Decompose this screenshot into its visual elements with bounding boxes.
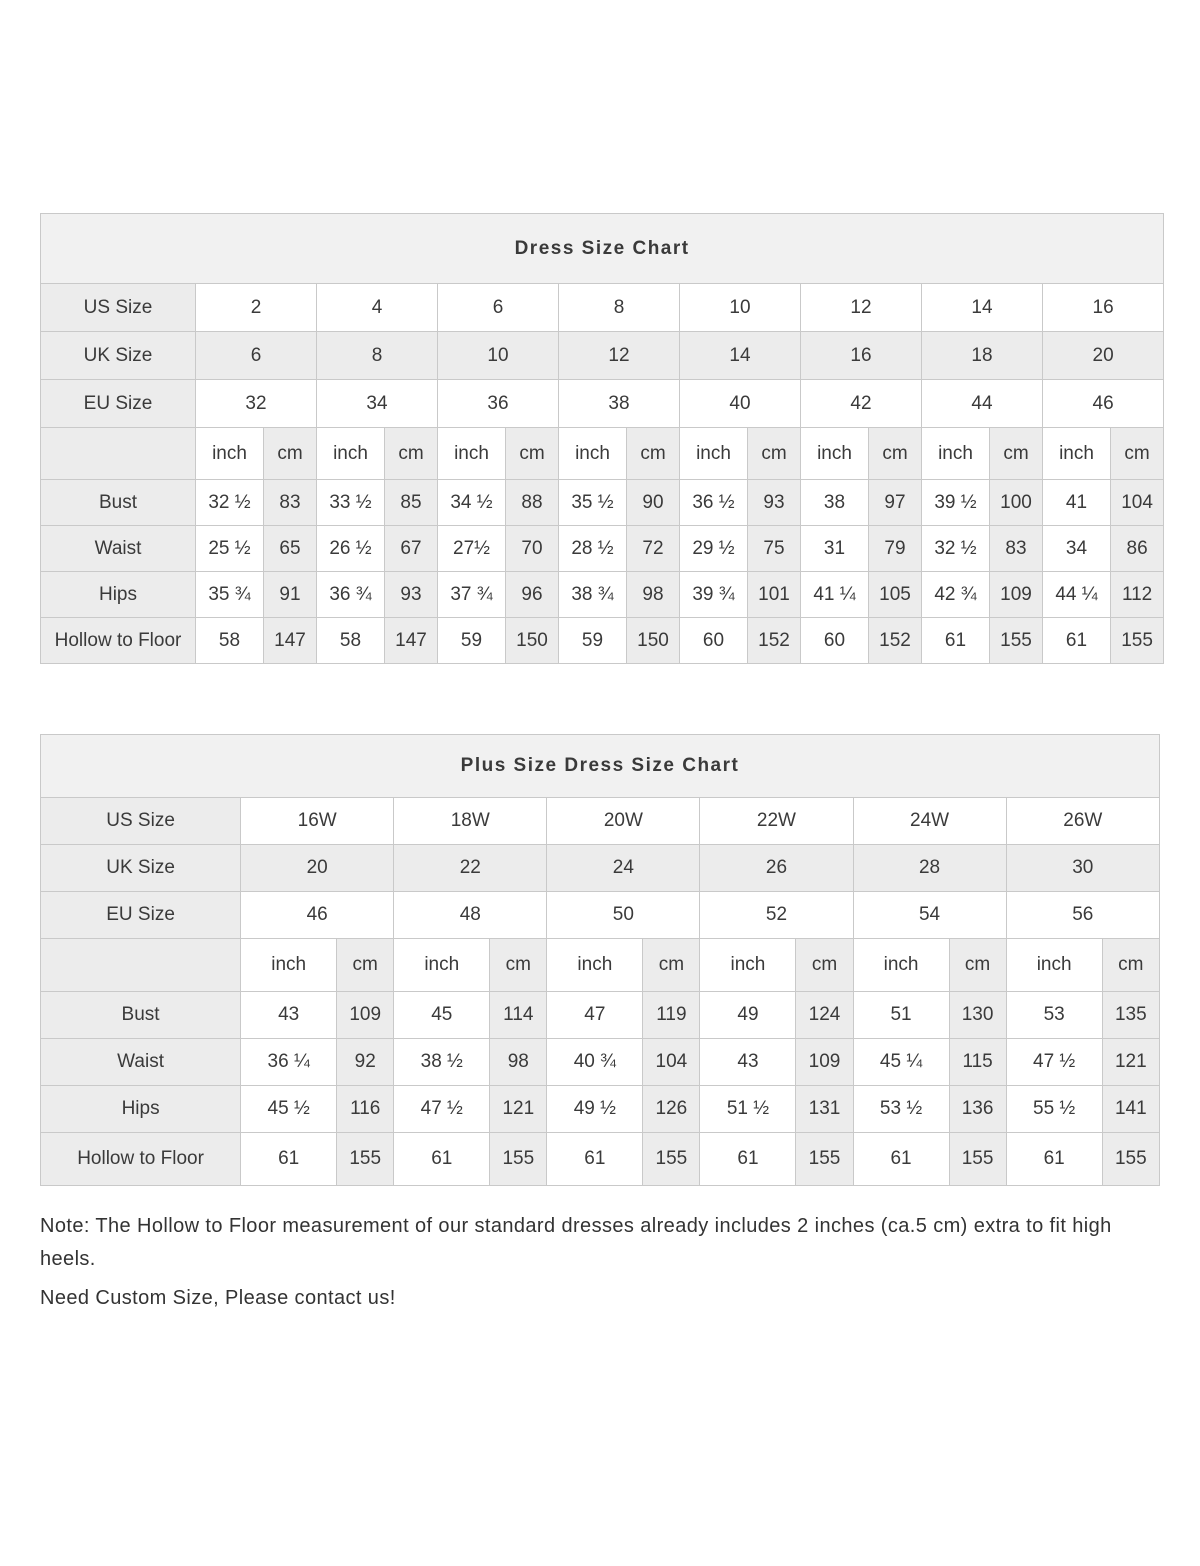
measure-inch-cell: 58 bbox=[317, 618, 385, 664]
unit-cm-cell: cm bbox=[264, 428, 317, 480]
unit-cm-cell: cm bbox=[506, 428, 559, 480]
measure-cm-cell: 109 bbox=[337, 992, 394, 1039]
unit-inch-cell: inch bbox=[853, 939, 949, 992]
measure-inch-cell: 60 bbox=[801, 618, 869, 664]
measure-cm-cell: 155 bbox=[796, 1133, 853, 1186]
measure-cm-cell: 98 bbox=[490, 1039, 547, 1086]
unit-cm-cell: cm bbox=[627, 428, 680, 480]
measure-cm-cell: 155 bbox=[643, 1133, 700, 1186]
unit-row-empty-label bbox=[41, 939, 241, 992]
measure-cm-cell: 155 bbox=[1102, 1133, 1159, 1186]
size-value-cell: 10 bbox=[680, 284, 801, 332]
size-value-cell: 22 bbox=[394, 845, 547, 892]
measure-cm-cell: 119 bbox=[643, 992, 700, 1039]
measure-row bbox=[41, 1086, 1160, 1133]
measure-cm-cell: 141 bbox=[1102, 1086, 1159, 1133]
measure-cm-cell: 67 bbox=[385, 526, 438, 572]
unit-cm-cell: cm bbox=[796, 939, 853, 992]
note-custom-size: Need Custom Size, Please contact us! bbox=[40, 1287, 396, 1309]
measure-cm-cell: 136 bbox=[949, 1086, 1006, 1133]
unit-cm-cell: cm bbox=[1102, 939, 1159, 992]
size-value-cell: 18W bbox=[394, 798, 547, 845]
unit-cm-cell: cm bbox=[869, 428, 922, 480]
size-value-cell: 8 bbox=[317, 332, 438, 380]
row-label: Bust bbox=[41, 992, 241, 1039]
unit-inch-cell: inch bbox=[394, 939, 490, 992]
size-value-cell: 4 bbox=[317, 284, 438, 332]
measure-cm-cell: 79 bbox=[869, 526, 922, 572]
size-row bbox=[41, 845, 1160, 892]
size-row bbox=[41, 332, 1164, 380]
size-value-cell: 52 bbox=[700, 892, 853, 939]
size-value-cell: 12 bbox=[801, 284, 922, 332]
size-value-cell: 16W bbox=[241, 798, 394, 845]
size-value-cell: 34 bbox=[317, 380, 438, 428]
measure-inch-cell: 35 ¾ bbox=[196, 572, 264, 618]
size-row bbox=[41, 798, 1160, 845]
measure-inch-cell: 55 ½ bbox=[1006, 1086, 1102, 1133]
size-value-cell: 40 bbox=[680, 380, 801, 428]
measure-cm-cell: 104 bbox=[643, 1039, 700, 1086]
measure-inch-cell: 25 ½ bbox=[196, 526, 264, 572]
measure-cm-cell: 88 bbox=[506, 480, 559, 526]
measure-inch-cell: 61 bbox=[1043, 618, 1111, 664]
unit-inch-cell: inch bbox=[438, 428, 506, 480]
measure-inch-cell: 61 bbox=[394, 1133, 490, 1186]
row-label: Hollow to Floor bbox=[41, 618, 196, 664]
measure-row bbox=[41, 572, 1164, 618]
measure-inch-cell: 32 ½ bbox=[196, 480, 264, 526]
measure-inch-cell: 36 ¼ bbox=[241, 1039, 337, 1086]
size-value-cell: 14 bbox=[680, 332, 801, 380]
measure-inch-cell: 59 bbox=[559, 618, 627, 664]
measure-inch-cell: 61 bbox=[853, 1133, 949, 1186]
notes-block bbox=[40, 1210, 1168, 1315]
plus-chart-title: Plus Size Dress Size Chart bbox=[41, 735, 1160, 798]
size-value-cell: 46 bbox=[241, 892, 394, 939]
size-value-cell: 54 bbox=[853, 892, 1006, 939]
size-value-cell: 14 bbox=[922, 284, 1043, 332]
measure-inch-cell: 53 bbox=[1006, 992, 1102, 1039]
measure-cm-cell: 115 bbox=[949, 1039, 1006, 1086]
measure-inch-cell: 61 bbox=[241, 1133, 337, 1186]
measure-cm-cell: 104 bbox=[1111, 480, 1164, 526]
measure-inch-cell: 27½ bbox=[438, 526, 506, 572]
row-label: UK Size bbox=[41, 845, 241, 892]
measure-cm-cell: 100 bbox=[990, 480, 1043, 526]
measure-inch-cell: 38 ¾ bbox=[559, 572, 627, 618]
unit-cm-cell: cm bbox=[385, 428, 438, 480]
measure-cm-cell: 150 bbox=[506, 618, 559, 664]
unit-row-empty-label bbox=[41, 428, 196, 480]
measure-row bbox=[41, 1133, 1160, 1186]
unit-header-row bbox=[41, 939, 1160, 992]
measure-inch-cell: 47 ½ bbox=[394, 1086, 490, 1133]
measure-inch-cell: 61 bbox=[922, 618, 990, 664]
plus-title-row bbox=[41, 735, 1160, 798]
size-value-cell: 26W bbox=[1006, 798, 1159, 845]
measure-inch-cell: 41 bbox=[1043, 480, 1111, 526]
measure-cm-cell: 155 bbox=[1111, 618, 1164, 664]
standard-size-chart-table bbox=[40, 213, 1164, 664]
measure-inch-cell: 49 bbox=[700, 992, 796, 1039]
row-label: US Size bbox=[41, 284, 196, 332]
measure-cm-cell: 97 bbox=[869, 480, 922, 526]
measure-cm-cell: 126 bbox=[643, 1086, 700, 1133]
unit-inch-cell: inch bbox=[700, 939, 796, 992]
measure-cm-cell: 70 bbox=[506, 526, 559, 572]
measure-cm-cell: 155 bbox=[490, 1133, 547, 1186]
size-value-cell: 28 bbox=[853, 845, 1006, 892]
measure-inch-cell: 45 bbox=[394, 992, 490, 1039]
measure-inch-cell: 43 bbox=[241, 992, 337, 1039]
measure-inch-cell: 28 ½ bbox=[559, 526, 627, 572]
measure-inch-cell: 51 bbox=[853, 992, 949, 1039]
row-label: UK Size bbox=[41, 332, 196, 380]
measure-inch-cell: 58 bbox=[196, 618, 264, 664]
unit-inch-cell: inch bbox=[547, 939, 643, 992]
measure-inch-cell: 37 ¾ bbox=[438, 572, 506, 618]
measure-inch-cell: 39 ½ bbox=[922, 480, 990, 526]
size-value-cell: 36 bbox=[438, 380, 559, 428]
measure-cm-cell: 155 bbox=[949, 1133, 1006, 1186]
measure-cm-cell: 150 bbox=[627, 618, 680, 664]
size-value-cell: 20 bbox=[1043, 332, 1164, 380]
size-value-cell: 44 bbox=[922, 380, 1043, 428]
unit-cm-cell: cm bbox=[643, 939, 700, 992]
plus-size-chart-table bbox=[40, 734, 1160, 1186]
size-value-cell: 32 bbox=[196, 380, 317, 428]
measure-cm-cell: 147 bbox=[264, 618, 317, 664]
unit-inch-cell: inch bbox=[680, 428, 748, 480]
row-label: Bust bbox=[41, 480, 196, 526]
measure-cm-cell: 155 bbox=[337, 1133, 394, 1186]
size-value-cell: 12 bbox=[559, 332, 680, 380]
unit-cm-cell: cm bbox=[337, 939, 394, 992]
size-value-cell: 30 bbox=[1006, 845, 1159, 892]
row-label: EU Size bbox=[41, 892, 241, 939]
standard-chart-title: Dress Size Chart bbox=[41, 214, 1164, 284]
size-value-cell: 42 bbox=[801, 380, 922, 428]
measure-cm-cell: 72 bbox=[627, 526, 680, 572]
measure-cm-cell: 96 bbox=[506, 572, 559, 618]
measure-cm-cell: 92 bbox=[337, 1039, 394, 1086]
measure-inch-cell: 29 ½ bbox=[680, 526, 748, 572]
size-value-cell: 18 bbox=[922, 332, 1043, 380]
size-row bbox=[41, 380, 1164, 428]
measure-row bbox=[41, 1039, 1160, 1086]
measure-cm-cell: 101 bbox=[748, 572, 801, 618]
unit-cm-cell: cm bbox=[490, 939, 547, 992]
measure-inch-cell: 45 ¼ bbox=[853, 1039, 949, 1086]
unit-inch-cell: inch bbox=[317, 428, 385, 480]
unit-cm-cell: cm bbox=[949, 939, 1006, 992]
size-value-cell: 20 bbox=[241, 845, 394, 892]
measure-inch-cell: 32 ½ bbox=[922, 526, 990, 572]
measure-cm-cell: 90 bbox=[627, 480, 680, 526]
size-value-cell: 6 bbox=[196, 332, 317, 380]
measure-cm-cell: 75 bbox=[748, 526, 801, 572]
measure-inch-cell: 36 ½ bbox=[680, 480, 748, 526]
measure-inch-cell: 31 bbox=[801, 526, 869, 572]
measure-inch-cell: 59 bbox=[438, 618, 506, 664]
measure-cm-cell: 98 bbox=[627, 572, 680, 618]
unit-cm-cell: cm bbox=[1111, 428, 1164, 480]
size-value-cell: 48 bbox=[394, 892, 547, 939]
size-value-cell: 46 bbox=[1043, 380, 1164, 428]
measure-row bbox=[41, 992, 1160, 1039]
size-value-cell: 50 bbox=[547, 892, 700, 939]
row-label: Waist bbox=[41, 526, 196, 572]
measure-inch-cell: 43 bbox=[700, 1039, 796, 1086]
measure-inch-cell: 45 ½ bbox=[241, 1086, 337, 1133]
unit-inch-cell: inch bbox=[196, 428, 264, 480]
measure-cm-cell: 83 bbox=[264, 480, 317, 526]
measure-inch-cell: 47 bbox=[547, 992, 643, 1039]
measure-inch-cell: 61 bbox=[700, 1133, 796, 1186]
measure-inch-cell: 34 bbox=[1043, 526, 1111, 572]
measure-row bbox=[41, 618, 1164, 664]
unit-inch-cell: inch bbox=[559, 428, 627, 480]
size-value-cell: 6 bbox=[438, 284, 559, 332]
measure-cm-cell: 116 bbox=[337, 1086, 394, 1133]
measure-inch-cell: 47 ½ bbox=[1006, 1039, 1102, 1086]
measure-cm-cell: 147 bbox=[385, 618, 438, 664]
unit-inch-cell: inch bbox=[241, 939, 337, 992]
note-hollow-to-floor: Note: The Hollow to Floor measurement of our standard dresses already includes 2 inches (ca.5 cm) extra to fit high heels. bbox=[40, 1215, 1112, 1270]
size-value-cell: 24W bbox=[853, 798, 1006, 845]
size-row bbox=[41, 892, 1160, 939]
measure-inch-cell: 61 bbox=[1006, 1133, 1102, 1186]
measure-inch-cell: 49 ½ bbox=[547, 1086, 643, 1133]
measure-inch-cell: 39 ¾ bbox=[680, 572, 748, 618]
size-value-cell: 2 bbox=[196, 284, 317, 332]
size-value-cell: 26 bbox=[700, 845, 853, 892]
measure-inch-cell: 38 ½ bbox=[394, 1039, 490, 1086]
size-value-cell: 38 bbox=[559, 380, 680, 428]
measure-cm-cell: 124 bbox=[796, 992, 853, 1039]
unit-cm-cell: cm bbox=[990, 428, 1043, 480]
size-value-cell: 8 bbox=[559, 284, 680, 332]
measure-cm-cell: 93 bbox=[385, 572, 438, 618]
row-label: Hollow to Floor bbox=[41, 1133, 241, 1186]
measure-inch-cell: 41 ¼ bbox=[801, 572, 869, 618]
measure-inch-cell: 61 bbox=[547, 1133, 643, 1186]
row-label: Waist bbox=[41, 1039, 241, 1086]
unit-cm-cell: cm bbox=[748, 428, 801, 480]
row-label: EU Size bbox=[41, 380, 196, 428]
measure-cm-cell: 114 bbox=[490, 992, 547, 1039]
measure-cm-cell: 83 bbox=[990, 526, 1043, 572]
measure-cm-cell: 130 bbox=[949, 992, 1006, 1039]
size-value-cell: 22W bbox=[700, 798, 853, 845]
row-label: Hips bbox=[41, 572, 196, 618]
measure-cm-cell: 65 bbox=[264, 526, 317, 572]
size-row bbox=[41, 284, 1164, 332]
measure-inch-cell: 36 ¾ bbox=[317, 572, 385, 618]
row-label: Hips bbox=[41, 1086, 241, 1133]
measure-inch-cell: 44 ¼ bbox=[1043, 572, 1111, 618]
size-value-cell: 24 bbox=[547, 845, 700, 892]
measure-row bbox=[41, 480, 1164, 526]
size-value-cell: 16 bbox=[801, 332, 922, 380]
measure-inch-cell: 33 ½ bbox=[317, 480, 385, 526]
measure-inch-cell: 34 ½ bbox=[438, 480, 506, 526]
measure-inch-cell: 51 ½ bbox=[700, 1086, 796, 1133]
measure-cm-cell: 131 bbox=[796, 1086, 853, 1133]
measure-cm-cell: 85 bbox=[385, 480, 438, 526]
measure-row bbox=[41, 526, 1164, 572]
measure-cm-cell: 91 bbox=[264, 572, 317, 618]
unit-header-row bbox=[41, 428, 1164, 480]
measure-inch-cell: 42 ¾ bbox=[922, 572, 990, 618]
measure-cm-cell: 112 bbox=[1111, 572, 1164, 618]
measure-cm-cell: 155 bbox=[990, 618, 1043, 664]
measure-cm-cell: 152 bbox=[869, 618, 922, 664]
unit-inch-cell: inch bbox=[922, 428, 990, 480]
unit-inch-cell: inch bbox=[1043, 428, 1111, 480]
measure-inch-cell: 26 ½ bbox=[317, 526, 385, 572]
measure-cm-cell: 105 bbox=[869, 572, 922, 618]
measure-cm-cell: 121 bbox=[490, 1086, 547, 1133]
measure-inch-cell: 53 ½ bbox=[853, 1086, 949, 1133]
measure-cm-cell: 135 bbox=[1102, 992, 1159, 1039]
row-label: US Size bbox=[41, 798, 241, 845]
measure-inch-cell: 35 ½ bbox=[559, 480, 627, 526]
size-value-cell: 10 bbox=[438, 332, 559, 380]
size-value-cell: 20W bbox=[547, 798, 700, 845]
unit-inch-cell: inch bbox=[1006, 939, 1102, 992]
measure-inch-cell: 60 bbox=[680, 618, 748, 664]
measure-inch-cell: 40 ¾ bbox=[547, 1039, 643, 1086]
measure-cm-cell: 109 bbox=[796, 1039, 853, 1086]
measure-inch-cell: 38 bbox=[801, 480, 869, 526]
size-value-cell: 56 bbox=[1006, 892, 1159, 939]
measure-cm-cell: 109 bbox=[990, 572, 1043, 618]
size-value-cell: 16 bbox=[1043, 284, 1164, 332]
standard-title-row bbox=[41, 214, 1164, 284]
measure-cm-cell: 152 bbox=[748, 618, 801, 664]
measure-cm-cell: 121 bbox=[1102, 1039, 1159, 1086]
unit-inch-cell: inch bbox=[801, 428, 869, 480]
measure-cm-cell: 86 bbox=[1111, 526, 1164, 572]
measure-cm-cell: 93 bbox=[748, 480, 801, 526]
